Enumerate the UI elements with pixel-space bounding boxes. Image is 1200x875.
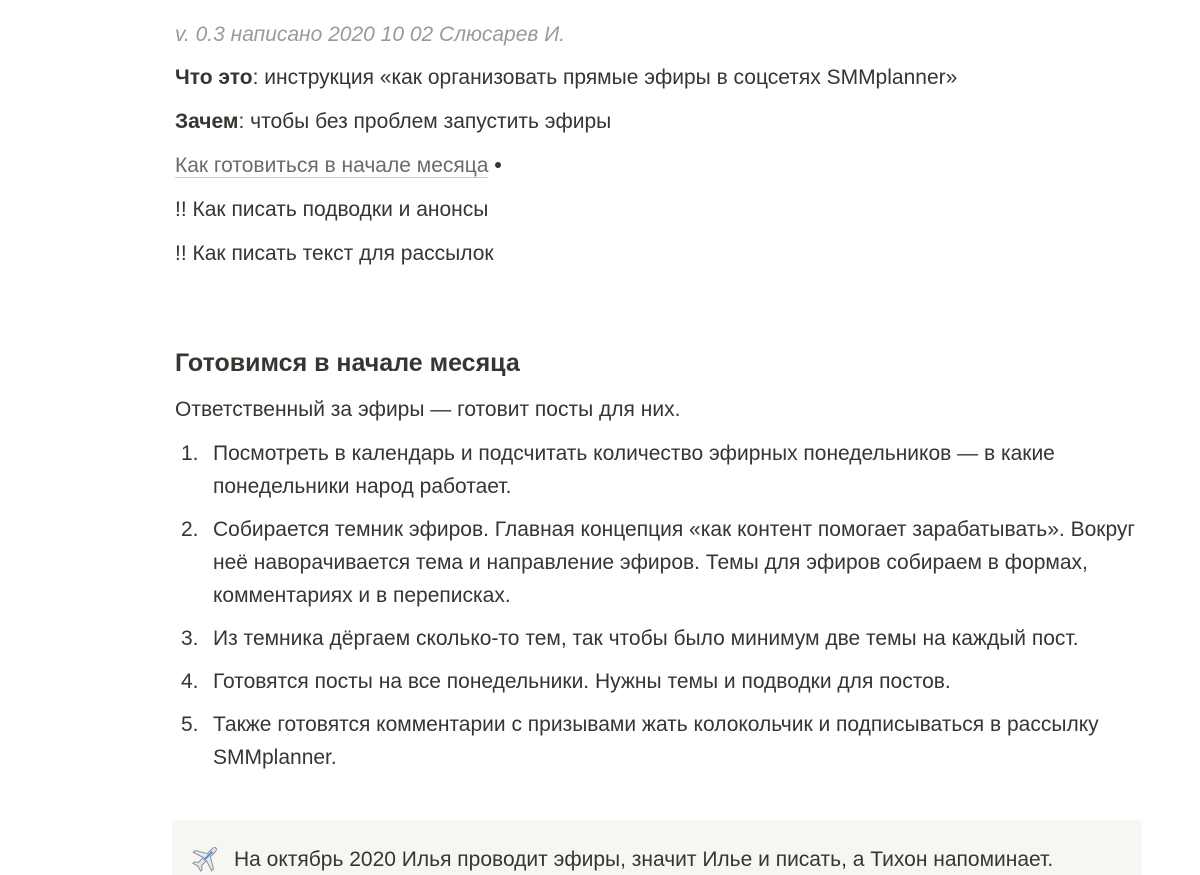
airplane-icon[interactable]: [190, 842, 222, 874]
list-item-text: Готовятся посты на все понедельники. Нужны темы и подводки для постов.: [213, 670, 951, 693]
callout-block: [172, 820, 1142, 875]
why-line: [175, 107, 611, 137]
todo-line-1: !! Как писать подводки и анонсы: [175, 198, 489, 221]
list-item-text: Собирается темник эфиров. Главная концепция «как контент помогает зарабатывать». Вокруг неё наворачивается тема и направление эфиров. Темы для эфиров собираем в формах, комментариях и в переписках.: [213, 518, 1136, 607]
list-item-text: Также готовятся комментарии с призывами жать колокольчик и подписываться в рассылку SMMplanner.: [213, 713, 1099, 769]
list-item: [175, 665, 1143, 698]
bullet-dot-icon: [495, 162, 501, 168]
todo-line-2: !! Как писать текст для рассылок: [175, 242, 494, 265]
section-intro: Ответственный за эфиры — готовит посты для них.: [175, 398, 681, 421]
section-heading: Готовимся в начале месяца: [175, 349, 520, 377]
why-label: Зачем: [175, 110, 239, 133]
page-link[interactable]: Как готовиться в начале месяца: [175, 154, 489, 177]
list-item-number: 5.: [181, 713, 199, 736]
list-item: [175, 708, 1143, 774]
version-line: v. 0.3 написано 2020 10 02 Слюсарев И.: [175, 23, 566, 46]
what-label: Что это: [175, 66, 253, 89]
why-text: : чтобы без проблем запустить эфиры: [238, 110, 612, 133]
list-item: [175, 437, 1143, 503]
list-item: [175, 622, 1143, 655]
list-item-number: 2.: [181, 518, 199, 541]
list-item-number: 4.: [181, 670, 199, 693]
callout-text: На октябрь 2020 Илья проводит эфиры, значит Илье и писать, а Тихон напоминает.: [234, 848, 1054, 871]
list-item-text: Посмотреть в календарь и подсчитать количество эфирных понедельников — в какие понедельники народ работает.: [213, 442, 1055, 498]
what-text: : инструкция «как организовать прямые эфиры в соцсетях SMMplanner»: [252, 66, 958, 89]
list-item-number: 1.: [181, 442, 199, 465]
list-item: [175, 513, 1143, 612]
list-item-text: Из темника дёргаем сколько-то тем, так чтобы было минимум две темы на каждый пост.: [213, 627, 1079, 650]
steps-list: [175, 437, 1143, 784]
page-link-line: [175, 151, 501, 181]
what-is-it-line: [175, 63, 957, 93]
list-item-number: 3.: [181, 627, 199, 650]
